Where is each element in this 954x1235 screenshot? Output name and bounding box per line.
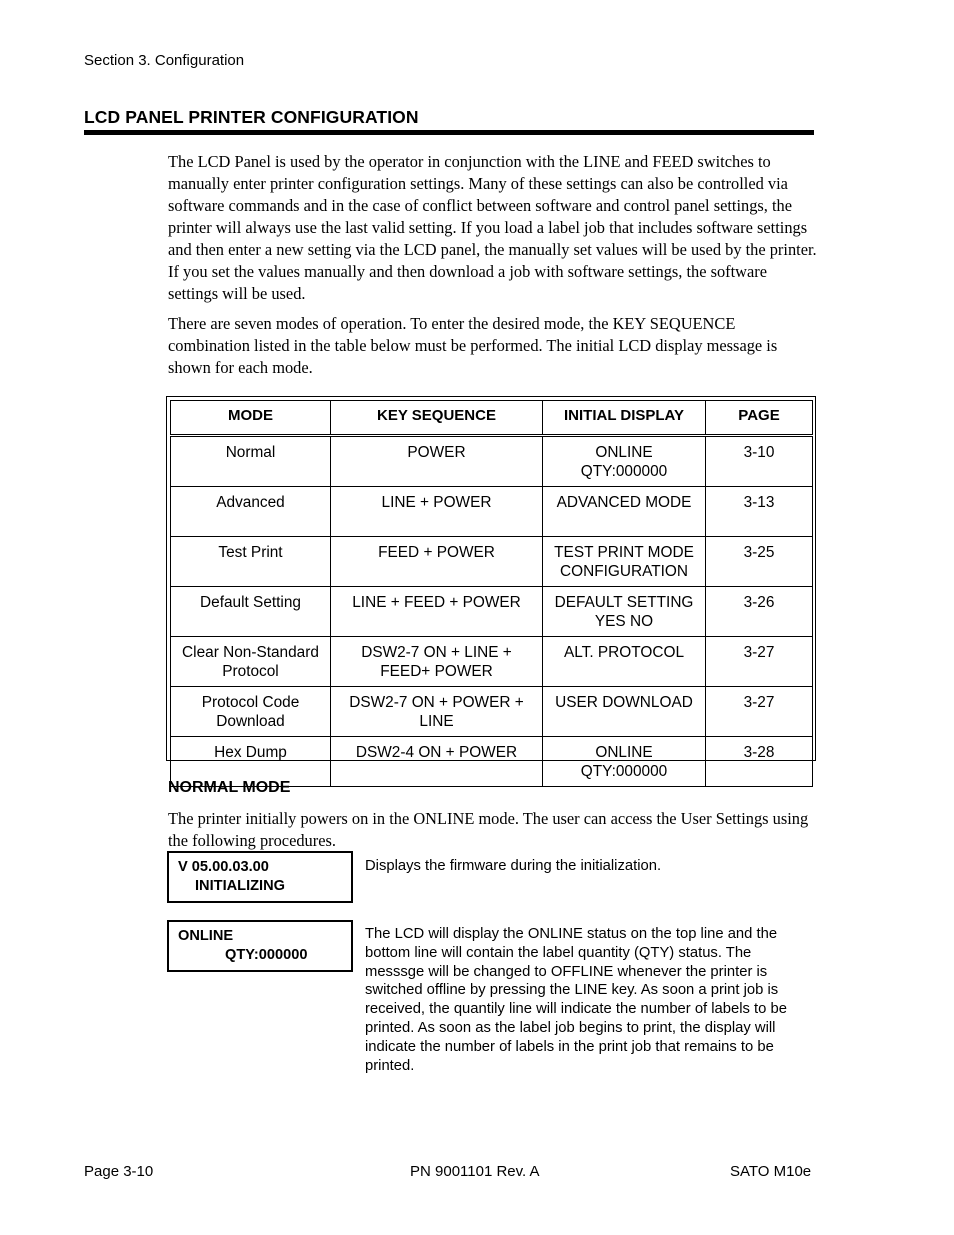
display-line-2: YES NO [594,613,654,630]
cell-mode: Default Setting [171,587,331,637]
lcd-description-online: The LCD will display the ONLINE status on the top line and the bottom line will contain the label quantity (QTY) status. The messsge will be changed to OFFLINE whenever the printer is switched offline by pressing the LINE key. As soon a print job is received, the quantily line will indicate the number of labels to be printed. As soon as the label job begins to print, the display will indicate the number of labels in the print job that remains to be printed. [365,926,787,1074]
cell-key-sequence [331,587,543,637]
mode-table [170,400,813,787]
key-line-1: DSW2-7 ON + POWER + [349,694,524,711]
display-line-1: ONLINE [595,444,653,461]
cell-page: 3-27 [706,637,813,687]
cell-mode: Hex Dump [171,737,331,787]
display-line-1: DEFAULT SETTING [554,594,694,611]
key-line-1: POWER [407,444,466,461]
lcd-line-2: INITIALIZING [195,878,285,894]
table-row [171,487,813,537]
cell-page: 3-27 [706,687,813,737]
cell-mode: Advanced [171,487,331,537]
column-header-key-sequence: KEY SEQUENCE [331,401,543,436]
display-line-2: QTY:000000 [580,763,668,780]
cell-page: 3-25 [706,537,813,587]
cell-initial-display [543,487,706,537]
cell-page: 3-10 [706,436,813,487]
display-line-2: QTY:000000 [580,463,668,480]
key-line-1: FEED + POWER [378,544,495,561]
display-line-1: ADVANCED MODE [556,494,692,511]
cell-key-sequence [331,637,543,687]
cell-page: 3-28 [706,737,813,787]
table-row [171,587,813,637]
key-line-1: DSW2-7 ON + LINE + [361,644,512,661]
lcd-line-2: QTY:000000 [225,947,308,963]
key-line-1: LINE + FEED + POWER [352,594,521,611]
cell-key-sequence [331,737,543,787]
normal-mode-intro: The printer initially powers on in the ONLINE mode. The user can access the User Settings using the following procedures. [168,809,809,850]
lcd-display-online [167,920,353,972]
key-line-1: LINE + POWER [381,494,492,511]
section-label: Section 3. Configuration [84,52,245,69]
table-row [171,436,813,487]
column-header-initial-display: INITIAL DISPLAY [543,401,706,436]
page-title: LCD PANEL PRINTER CONFIGURATION [84,107,419,127]
cell-mode: Protocol Code Download [171,687,331,737]
intro-paragraph-1: The LCD Panel is used by the operator in conjunction with the LINE and FEED switches to manually enter printer configuration settings. Many of these settings can also be controlled via software commands and in the case of conflict between software and control panel settings, the printer will always use the last valid setting. If you load a label job that includes software settings and then enter a new setting via the LCD panel, the manually set values will be used by the printer. If you set the values manually and then download a job with software settings, the software settings will be used. [168,152,817,303]
mode-table-frame [166,396,816,780]
cell-page: 3-13 [706,487,813,537]
cell-key-sequence [331,487,543,537]
cell-initial-display [543,687,706,737]
cell-mode: Normal [171,436,331,487]
lcd-line-1: V 05.00.03.00 [178,859,269,875]
key-line-2: FEED+ POWER [380,663,493,680]
table-row [171,637,813,687]
cell-key-sequence [331,436,543,487]
display-line-1: ONLINE [595,744,653,761]
heading-rule [84,130,814,135]
cell-initial-display [543,737,706,787]
display-line-1: USER DOWNLOAD [555,694,693,711]
cell-mode: Clear Non-Standard Protocol [171,637,331,687]
cell-page: 3-26 [706,587,813,637]
normal-mode-heading: NORMAL MODE [168,779,291,796]
table-row [171,537,813,587]
lcd-display-initializing [167,851,353,903]
intro-paragraph-2: There are seven modes of operation. To enter the desired mode, the KEY SEQUENCE combination listed in the table below must be performed. The initial LCD display message is shown for each mode. [168,314,778,377]
column-header-page: PAGE [706,401,813,436]
cell-initial-display [543,587,706,637]
display-line-2: CONFIGURATION [560,563,688,580]
cell-mode: Test Print [171,537,331,587]
footer-page-number: Page 3-10 [84,1163,154,1180]
cell-key-sequence [331,687,543,737]
table-row [171,687,813,737]
footer-product-name: SATO M10e [730,1163,812,1180]
footer-part-number: PN 9001101 Rev. A [410,1163,540,1180]
key-line-1: DSW2-4 ON + POWER [355,744,518,761]
table-header-row [171,401,813,436]
lcd-line-1: ONLINE [178,928,234,944]
lcd-description-initializing: Displays the firmware during the initialization. [365,858,662,874]
column-header-mode: MODE [171,401,331,436]
cell-initial-display [543,537,706,587]
display-line-1: ALT. PROTOCOL [563,644,685,661]
cell-key-sequence [331,537,543,587]
cell-initial-display [543,637,706,687]
cell-initial-display [543,436,706,487]
key-line-2: LINE [419,713,454,730]
display-line-1: TEST PRINT MODE [554,544,694,561]
